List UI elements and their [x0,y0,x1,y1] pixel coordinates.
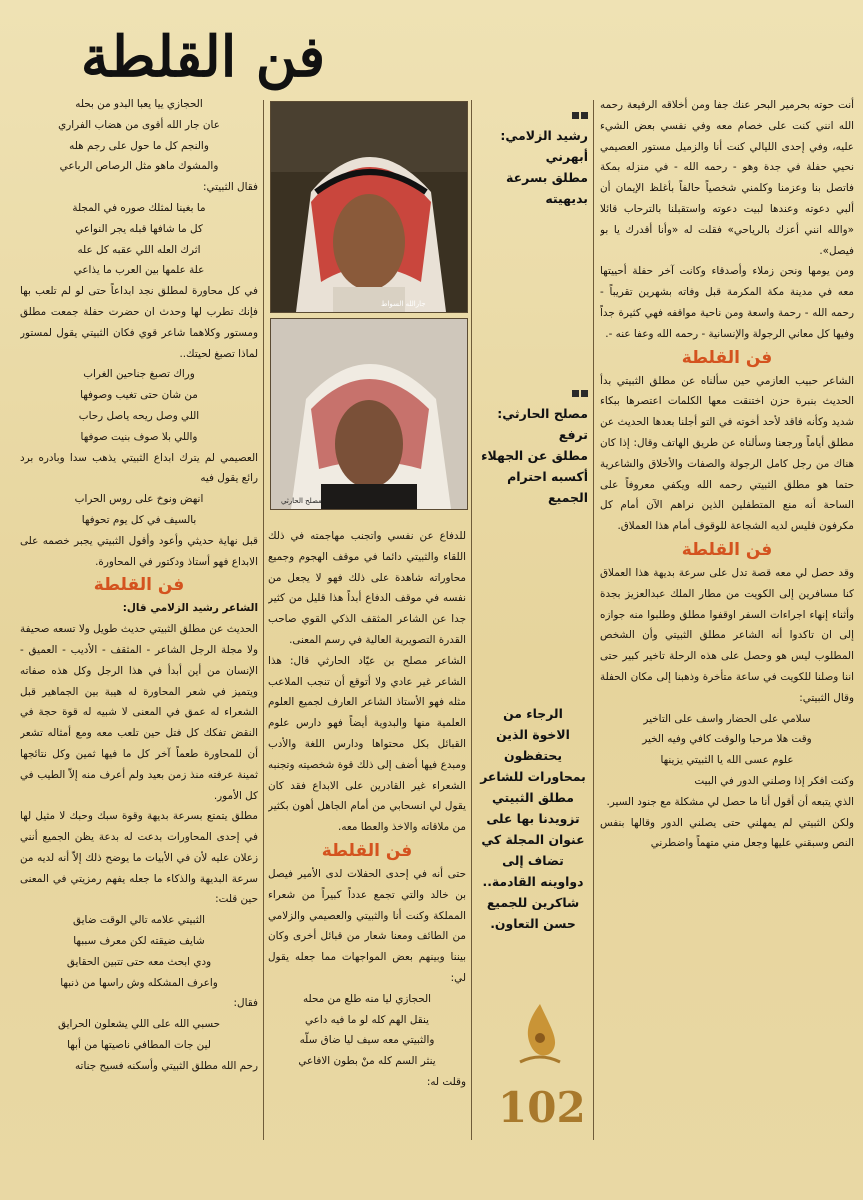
verse-line: علة علمها بين العرب ما يذاعي [73,264,205,277]
page-title: فن القلطة [80,24,326,90]
verse-line: وقت هلا مرحبا والوقت كافي وفيه الخير [642,733,812,746]
verse-line: اللي وصل ريحه ياصل رحاب [78,409,200,422]
headline-2 [478,382,588,508]
photo-caption: جارالله السواط [381,300,426,308]
paragraph: للدفاع عن نفسي واتجنب مهاجمته في ذلك اللقاء والثبيتي دائما في موقف الهجوم وجميع محاوراته شاهدة على ذلك فهو لا يجعل من نفسه في موقف الدفاع أبداً هذا قليل من كثير جدا عن الشاعر المثقف الذكي القوي صاحب القدرة التصويرية العالية في رسم المعنى. [268,530,466,646]
appeal-line: دواوينه القادمة.. [482,874,584,889]
paragraph: الشاعر مصلح بن عيّاد الحارثي قال: هذا الشاعر غير عادي ولا أتوقع أن تنجب الملاعب مثله فهو الأستاذ الشاعر العارف لجميع العلوم العلمية منها والبدوية أيضاً فهو دارس علوم القبائل بكل محتواها ودارس اللغة والأدب ومبدع فيها أضف إلى ذلك قوة شخصيته وتجنبه الشعراء غير القادرين على الابداع فقد كان يقول لي انسحابي من أمام الجاهل أهون بكثير من ملاقاته والاخذ والعطا معه. [268,654,466,834]
headline-line: أكسبه احترام الجميع [507,469,588,505]
section-subhead: فن القلطة [681,539,773,560]
paragraph: حتى أنه في إحدى الحفلات لدى الأمير فيصل بن خالد والتي تجمع عدداً كبيراً من شعراء المملكة وكنت أنا والثبيتي والعصيمي والزلامي من الطائف ومعنا شعار من قبائل أخرى وكان بيننا وبينهم بعض المواجهات مما جعله يقول لي: [268,867,466,984]
paragraph: فقال الثبيتي: [203,181,258,194]
paragraph: وقد حصل لي معه قصة تدل على سرعة بديهة هذا العملاق كنا مسافرين إلى الكويت من مطار الملك عبدالعزيز بجدة وأثناء إنهاء اجراءات السفر اوقفوا مطلق وطلبوا منه جوازه إلى ان تاكدوا أنه الشاعر مطلق الثبيتي وأن الشخص المطلوب ليس هو وحصل على هذه الرحلة تاخير كبير حتى اننا وصلنا للكويت في ساعة متأخرة وذهبنا إلى مكان الحفلة وقال الثبيتي: [600,566,854,704]
verse-line: واللي بلا صوف بنيت صوفها [80,430,198,443]
headline-line: رشيد الزلامي: أبهرني [500,128,588,164]
paragraph: الحديث عن مطلق الثبيتي حديث طويل ولا تسعه صحيفة ولا مجلة الرجل الشاعر - المثقف - الأديب - العميق - الإنسان من أين أبدأ في هذا الرجل وكل هذه صفاته ويتميز في شعر المحاورة له هيبة بين الجماهير قبل الشعراء له عمق في المعنى لا شبيه له قوة حجة في النقض تفكك كل فتل حين تلعب معه ومع أمثاله تشعر أن للمحاورة طعماً آخر كل ما فيها ثمين وكل نتائجها ثمينة عرفته منذ زمن بعيد ولم أعرف منه إلاّ الطيب في كل الأمور. [20,623,258,802]
verse-line: ينقل الهم كله لو ما فيه داعي [305,1013,429,1026]
verse-line: انهض ونوخ على روس الحراب [74,493,204,506]
column-4 [20,94,258,1154]
headline-1 [478,104,588,209]
paragraph: الذي يتبعه أن أقول أنا ما حصل لي مشكلة مع جنود السير. [606,795,854,808]
photo-musleh [270,318,468,510]
paragraph: فقال: [233,997,258,1010]
appeal-line: الرجاء من [503,706,563,721]
headline-line: مصلح الحارثي: ترفع [497,406,588,442]
appeal-line: مطلق الثبيتي [492,790,574,805]
appeal-line: يحتفظون [504,748,562,763]
verse-line: ودي ابحث معه حتى تتبين الحقايق [66,955,212,968]
magazine-logo-icon [510,1000,570,1078]
paragraph: العصيمي لم يترك ابداع الثبيتي يذهب سدا وبادره برد رائع يقول فيه [20,451,258,485]
paragraph: الشاعر حبيب العازمي حين سألناه عن مطلق الثبيتي بدأ الحديث بنبرة حزن اختنقت معها الكلمات اعتصرها ببكاء شديد وكأنه فاقد لأحد أخوته في التو أجلنا بعدها الحديث عن مطلق أياماً ورجعنا وسألناه عن طريق الهاتف وقال: إذا كان هناك من رجل كامل الرجولة والصفات والأخلاق والشاعرية حتما هو مطلق الثبيتي رحمه الله ويكفي معروفاً على الساحة أنه منع المتطفلين الذين نراهم الآن أمام كل مكرفون فليس لديه الشجاعة للوقوف أمام هذا العملاق. [600,374,854,533]
verse-line: حسبي الله على اللي يشعلون الحرايق [57,1018,221,1031]
verse-line: بالسيف في كل يوم تحوفها [81,513,197,526]
headline-marker [478,382,588,403]
appeal-line: تضاف إلى [502,853,564,868]
verse-line: كل ما شافها قبله يجر النواعي [75,222,203,235]
appeal-line: بمحاورات للشاعر [480,769,586,784]
appeal-line: شاكرين للجميع [486,895,580,910]
column-3 [268,526,466,1146]
appeal-line: تزويدنا بها على [486,811,580,826]
paragraph: في كل محاورة لمطلق نجد ابداعاً حتى لو لم تلعب بها فإنك تطرب لها وحدث ان حضرت حفلة جمعت مطلق ومستور وكلاهما شاعر قوي فكان الثبيتي يقول لمستور لماذا تصبغ لحيتك.. [20,285,258,360]
column-1 [600,95,854,1150]
page-number: 102 [498,1083,586,1132]
appeal-line: حسن التعاون. [490,916,576,931]
appeal-line: عنوان المجلة كي [481,832,585,847]
column-divider [263,100,264,1140]
appeal-line: الاخوة الذين [496,727,570,742]
paragraph: وكنت افكر إذا وصلني الدور في البيت [694,774,854,787]
section-subhead: فن القلطة [681,347,773,368]
appeal-box [474,703,592,934]
paragraph: مطلق يتمتع بسرعة بديهة وقوة سبك وحبك لا مثيل لها في إحدى المحاورات بدعت له بدعة يظن الجميع أنني زعلان عليه لأن في الأبيات ما يوضح ذلك إلاّ أنه لديه من سرعة البديهة والذكاء ما جعله يفهم رمزيتي في المعنى حين قلت: [20,810,258,906]
verse-line: الحجازي ييا يعبا البدو من بحله [75,98,203,110]
verse-line: لين جات المطافي ناصيتها من أبها [67,1039,211,1052]
verse-line: اثرك العله اللي عقبه كل عله [77,243,201,256]
verse-line: شايف ضيقته لكن معرف سببها [73,935,205,948]
headline-line: مطلق عن الجهلاء [481,448,588,463]
verse-line: علوم عسى الله يا الثبيتي يزينها [660,754,794,767]
verse-line: عان جار الله أقوى من هضاب الفراري [58,118,220,131]
section-subhead: فن القلطة [321,840,413,861]
verse-line: الحجازي ليا منه طلع من محله [302,992,432,1005]
column-divider [593,100,594,1140]
verse-line: وراك تصبغ جناحين الغراب [83,368,195,381]
paragraph: ولكن الثبيتي لم يمهلني حتى يصلني الدور وقالها بنفس النص وسبقني عليها وجعل مني متهماً واضطرني [600,816,854,850]
section-subhead: فن القلطة [93,575,185,596]
paragraph: ومن يومها ونحن زملاء وأصدقاء وكانت آخر حفلة أحييتها معه في مدينة مكة المكرمة قبل وفاته بشهرين تقريباً - رحمه الله - رحمة واسعة ومن ناحية مواقفه فهي كثيرة جداً وفيها كل معاني الرجولة والإنسانية - رحمه الله وعفا عنه -. [600,265,854,340]
verse-line: والنجم كل ما حول على رجم هله [69,139,209,152]
paragraph: وقلت له: [426,1075,466,1088]
headline-line: مطلق بسرعة بديهيته [506,170,588,206]
paragraph: أنت حوته بحرمير البحر عنك جفا ومن أخلاقه الرفيعة رحمه الله انني كنت على خصام معه وفي نفسي بعض الشيء عليه، وفي إحدى الليالي كنت أنا والزميل مستور العصيمي نحيي حفلة في جدة وهو - رحمه الله - في منزله بمكة فاتصل بنا وعزمنا وكلمني شخصياً حالفاً بأغلظ الإيمان أن ألبي دعوته وعندها لبيت دعوته واستقبلنا بالترحاب قائلا «والله انني أعزك بالرياحي» فقلت له «وأنا أقدرك يا بو فيصل». [600,99,854,257]
photo-caption: مصلح الحارثي [281,497,322,505]
verse-line: والمشوك ماهو مثل الرصاص الرباعي [59,160,219,173]
column-divider [471,100,472,1140]
verse-line: والثبيتي معه سيف ليا ضاق سلّه [299,1034,435,1047]
paragraph: الشاعر رشيد الزلامي قال: [122,602,258,615]
photo-jarallah [270,101,468,313]
verse-line: من شان حتى تغيب وصوفها [80,389,198,402]
verse-line: الثبيتي علامه تالي الوقت ضايق [72,914,206,927]
verse-line: ما بغينا لمثلك صوره في المجلة [72,201,206,214]
verse-line: ينثر السم كله منْ بطون الافاعي [298,1055,436,1068]
verse-line: سلامي على الحضار واسف على التاخير [643,712,811,725]
paragraph: قبل نهاية حديثي وأعود وأقول الثبيتي يجبر خصمه على الابداع فهو أستاذ ودكتور في المحاورة. [20,534,258,568]
headline-marker [478,104,588,125]
paragraph: رحم الله مطلق الثبيتي وأسكنه فسيح جناته [74,1059,258,1072]
verse-line: واعرف المشكله وش راسها من ذنبها [60,976,218,989]
